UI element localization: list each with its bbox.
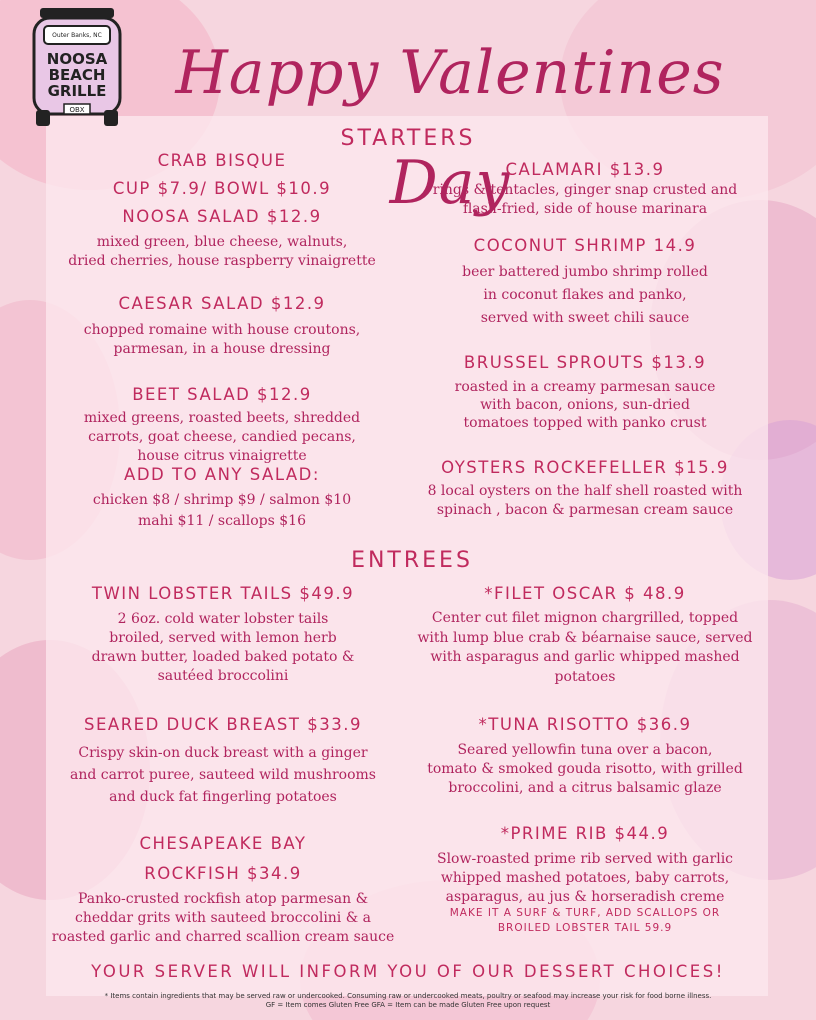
caesar-salad-title: CAESAR SALAD $12.9 [118,294,326,313]
footer-disclaimer: * Items contain ingredients that may be served raw or undercooked. Consuming raw or undercooked meats, poultry or seafood may increase your risk for food borne illness. GF = Item comes Gluten Free GFA = Item can be made Gluten Free upon request [104,992,712,1009]
svg-text:OBX: OBX [69,106,85,114]
rockfish-price: ROCKFISH $34.9 [144,864,302,883]
coconut-shrimp-desc: beer battered jumbo shrimp rolled in coconut flakes and panko, served with sweet chili sauce [462,264,708,326]
calamari-desc: rings & tentacles, ginger snap crusted and flash-fried, side of house marinara [432,182,738,217]
surf-and-turf-note: MAKE IT A SURF & TURF, ADD SCALLOPS OR BROILED LOBSTER TAIL 59.9 [449,907,721,934]
duck-breast-desc: Crispy skin-on duck breast with a ginger and carrot puree, sauteed wild mushrooms and duck fat fingerling potatoes [69,745,376,805]
filet-oscar-desc: Center cut filet mignon chargrilled, topped with lump blue crab & béarnaise sauce, served with asparagus and garlic whipped mashed potatoes [417,610,753,685]
caesar-salad-desc: chopped romaine with house croutons, parmesan, in a house dressing [83,322,361,357]
svg-text:Outer Banks, NC: Outer Banks, NC [52,32,102,39]
entrees-heading: ENTREES [351,548,473,573]
noosa-salad-desc: mixed green, blue cheese, walnuts, dried cherries, house raspberry vinaigrette [68,234,376,269]
svg-text:NOOSA: NOOSA [46,50,108,68]
filet-oscar-title: *FILET OSCAR $ 48.9 [484,584,686,603]
crab-bisque-price: CUP $7.9/ BOWL $10.9 [112,179,332,198]
add-to-salad-prices: chicken $8 / shrimp $9 / salmon $10 mahi $11 / scallops $16 [92,492,352,529]
twin-lobster-desc: 2 6oz. cold water lobster tails broiled, served with lemon herb drawn butter, loaded baked potato & sautéed broccolini [91,611,355,684]
noosa-salad-title: NOOSA SALAD $12.9 [122,207,322,226]
page-title: Happy Valentines Day [175,38,725,218]
rockfish-title: CHESAPEAKE BAY [139,834,307,853]
add-to-salad-heading: ADD TO ANY SALAD: [124,465,320,484]
beet-salad-title: BEET SALAD $12.9 [132,385,312,404]
duck-breast-title: SEARED DUCK BREAST $33.9 [84,715,362,734]
coconut-shrimp-title: COCONUT SHRIMP 14.9 [473,236,697,255]
tuna-risotto-title: *TUNA RISOTTO $36.9 [478,715,692,734]
prime-rib-title: *PRIME RIB $44.9 [500,824,670,843]
rockfish-desc: Panko-crusted rockfish atop parmesan & cheddar grits with sauteed broccolini & a roasted garlic and charred scallion cream sauce [51,891,395,945]
brussel-sprouts-title: BRUSSEL SPROUTS $13.9 [463,353,707,372]
svg-text:GRILLE: GRILLE [47,82,107,100]
dessert-note: YOUR SERVER WILL INFORM YOU OF OUR DESSERT CHOICES! [91,962,725,981]
starters-heading: STARTERS [340,126,476,151]
twin-lobster-title: TWIN LOBSTER TAILS $49.9 [91,584,355,603]
crab-bisque-title: CRAB BISQUE [157,151,287,170]
oysters-rockefeller-title: OYSTERS ROCKEFELLER $15.9 [441,458,729,477]
calamari-title: CALAMARI $13.9 [505,160,665,179]
brussel-sprouts-desc: roasted in a creamy parmesan sauce with bacon, onions, sun-dried tomatoes topped with panko crust [454,379,716,431]
noosa-beach-grille-logo [30,4,124,128]
beet-salad-desc: mixed greens, roasted beets, shredded carrots, goat cheese, candied pecans, house citrus vinaigrette [83,410,361,464]
oysters-rockefeller-desc: 8 local oysters on the half shell roasted with spinach , bacon & parmesan cream sauce [427,483,743,518]
svg-text:BEACH: BEACH [48,66,106,84]
prime-rib-desc: Slow-roasted prime rib served with garlic whipped mashed potatoes, baby carrots, asparagus, au jus & horseradish creme [436,851,734,905]
tuna-risotto-desc: Seared yellowfin tuna over a bacon, tomato & smoked gouda risotto, with grilled broccolini, and a citrus balsamic glaze [427,742,743,796]
